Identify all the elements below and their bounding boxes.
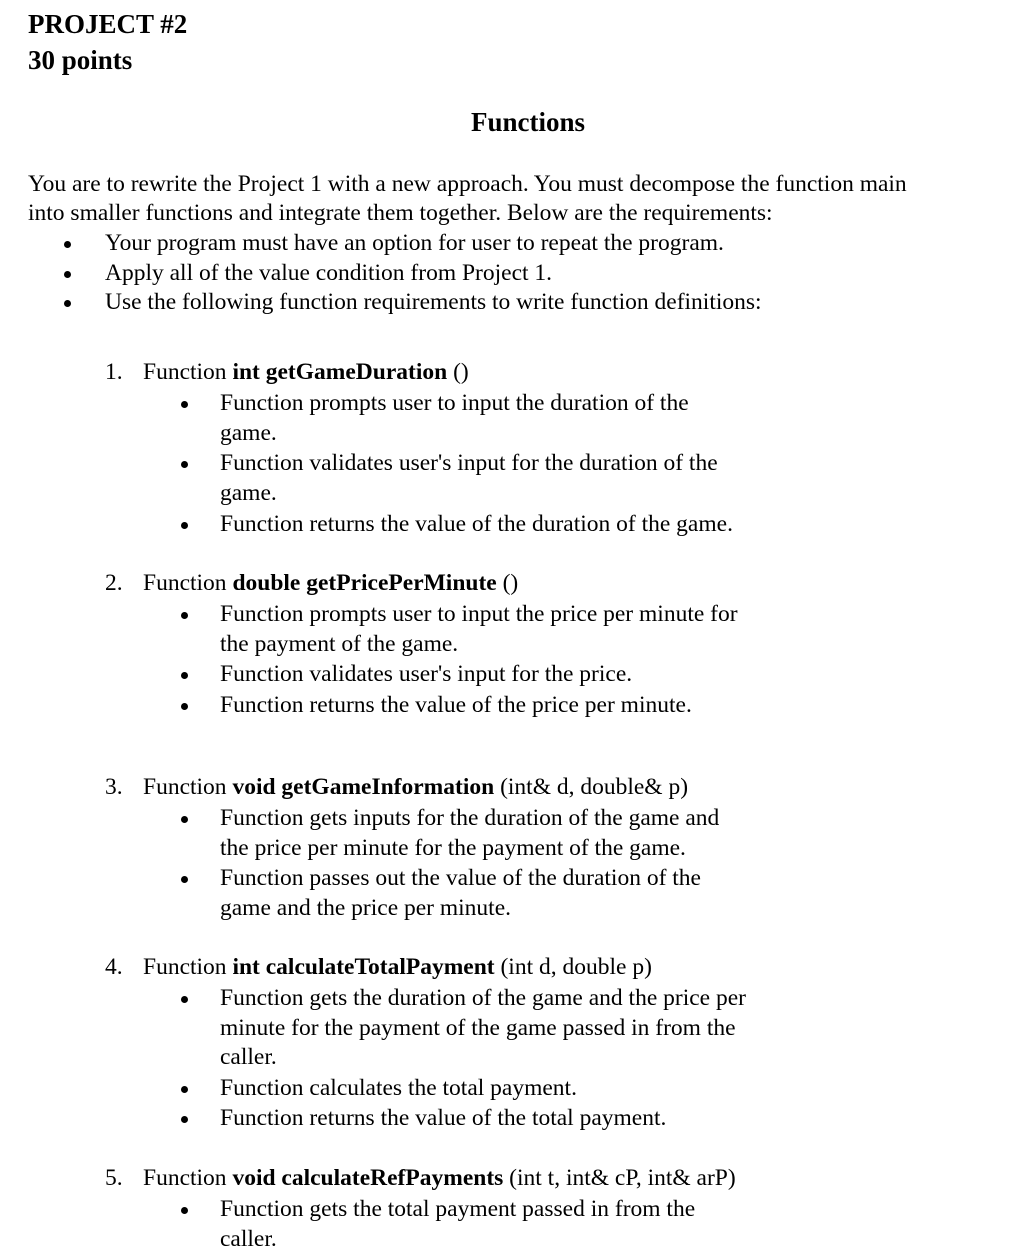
function-heading: 3. Function void getGameInformation (int& d, double& p) (105, 774, 689, 800)
function-heading: 4. Function int calculateTotalPayment (int d, double p) (105, 954, 652, 980)
function-heading: 1. Function int getGameDuration () (105, 359, 469, 385)
function-bullet: Function validates user's input for the duration of the game. (220, 450, 718, 506)
function-signature: int getGameDuration (232, 359, 448, 385)
function-bullet: Function gets the total payment passed in from the caller. (220, 1196, 696, 1252)
requirement-item: Apply all of the value condition from Project 1. (105, 260, 553, 286)
function-bullet: Function validates user's input for the price. (220, 661, 633, 687)
function-bullet: Function calculates the total payment. (220, 1075, 577, 1101)
intro-line: into smaller functions and integrate them together. Below are the requirements: (28, 200, 773, 226)
function-signature: double getPricePerMinute (232, 570, 497, 596)
function-bullet: Function returns the value of the price per minute. (220, 692, 692, 718)
function-signature: void getGameInformation (232, 774, 495, 800)
intro-paragraph (28, 170, 1003, 228)
project-points: 30 points (28, 45, 133, 75)
function-heading: 2. Function double getPricePerMinute () (105, 570, 519, 596)
function-bullet: Function returns the value of the duration of the game. (220, 511, 733, 537)
requirement-item: Use the following function requirements to write function definitions: (105, 289, 762, 315)
function-bullet: Function gets the duration of the game and the price per minute for the payment of the game passed in from the caller. (220, 985, 746, 1070)
requirement-item: Your program must have an option for user to repeat the program. (105, 230, 724, 256)
project-number: PROJECT #2 (28, 9, 188, 39)
function-heading: 5. Function void calculateRefPayments (int t, int& cP, int& arP) (105, 1165, 736, 1191)
function-bullet: Function prompts user to input the duration of the game. (220, 390, 689, 446)
function-bullet: Function gets inputs for the duration of the game and the price per minute for the payment of the game. (220, 805, 720, 861)
function-signature: int calculateTotalPayment (232, 954, 495, 980)
page-title: Functions (470, 107, 586, 137)
function-signature: void calculateRefPayments (232, 1165, 504, 1191)
intro-line: You are to rewrite the Project 1 with a new approach. You must decompose the function main (28, 171, 907, 197)
function-bullet: Function prompts user to input the price per minute for the payment of the game. (220, 601, 738, 657)
function-bullet: Function returns the value of the total payment. (220, 1105, 667, 1131)
function-bullet: Function passes out the value of the duration of the game and the price per minute. (220, 865, 701, 921)
